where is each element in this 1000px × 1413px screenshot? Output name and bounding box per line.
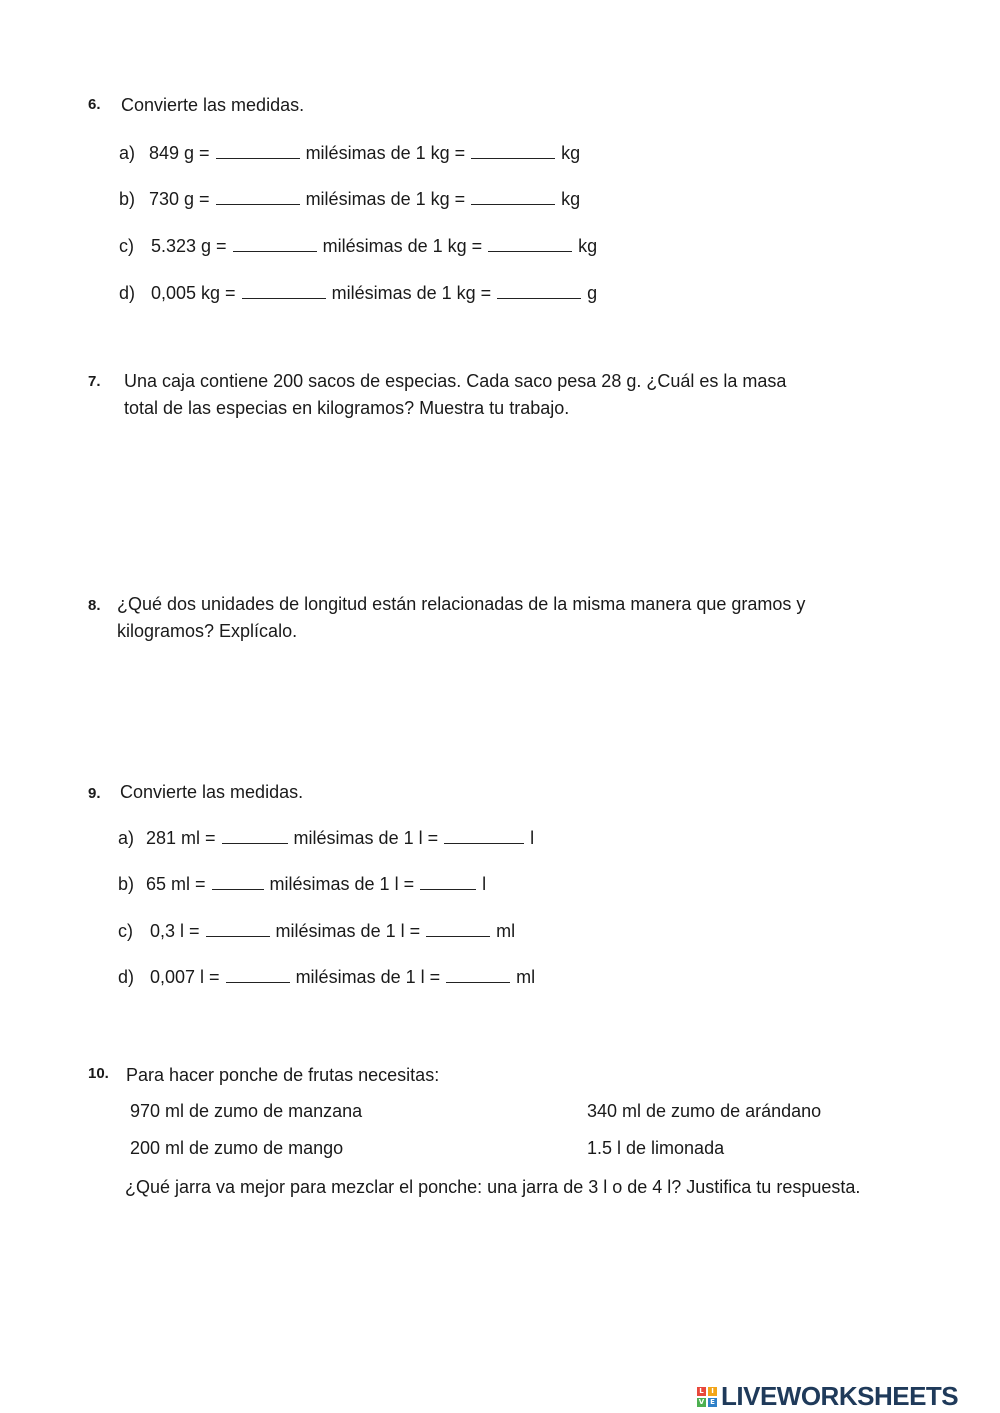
q9-b-thousandths-blank[interactable]: [212, 873, 264, 890]
q9-c-thousandths-blank[interactable]: [206, 920, 270, 937]
q9-item-d-unit: ml: [516, 967, 536, 987]
q10-title: Para hacer ponche de frutas necesitas:: [126, 1065, 440, 1085]
q9-item-d-middle: milésimas de 1 l =: [295, 967, 441, 987]
q9-a-l-blank[interactable]: [444, 827, 524, 844]
q9-item-b-unit: l: [482, 874, 487, 894]
logo-text: LIVEWORKSHEETS: [721, 1381, 959, 1411]
q6-d-g-blank[interactable]: [497, 282, 581, 299]
q9-title: Convierte las medidas.: [120, 782, 304, 802]
q6-item-c-middle: milésimas de 1 kg =: [322, 236, 483, 256]
q6-item-b: [119, 188, 580, 210]
q6-item-a-unit: kg: [561, 143, 581, 163]
q9-item-c-unit: ml: [496, 921, 516, 941]
q9-item-b: [118, 873, 486, 895]
q9-item-a-unit: l: [530, 828, 535, 848]
q8-answer-area[interactable]: [117, 655, 817, 765]
q6-item-a: [119, 142, 580, 164]
q9-item-d-value: 0,007 l =: [150, 967, 220, 987]
q9-item-a-value: 281 ml =: [146, 828, 216, 848]
q6-item-d-unit: g: [587, 283, 598, 303]
q9-a-thousandths-blank[interactable]: [222, 827, 288, 844]
q9-item-a-middle: milésimas de 1 l =: [293, 828, 439, 848]
q9-b-l-blank[interactable]: [420, 873, 476, 890]
q9-item-d: [118, 966, 535, 988]
q6-title: Convierte las medidas.: [121, 95, 305, 115]
liveworksheets-logo: [697, 1381, 958, 1412]
q6-item-b-label: b): [119, 189, 136, 209]
q7-text: Una caja contiene 200 sacos de especias. Cada saco pesa 28 g. ¿Cuál es la masa total de las especias en kilogramos? Muestra tu trabajo.: [124, 371, 787, 418]
ingredient-mango-juice: 200 ml de zumo de mango: [130, 1138, 344, 1158]
q6-item-d-label: d): [119, 283, 136, 303]
q6-item-d-middle: milésimas de 1 kg =: [331, 283, 492, 303]
q6-item-a-value: 849 g =: [149, 143, 210, 163]
q9-c-ml-blank[interactable]: [426, 920, 490, 937]
q7-answer-area[interactable]: [124, 430, 814, 570]
q8-number: 8.: [88, 597, 101, 614]
logo-letter-v: V: [698, 1398, 705, 1406]
q9-item-c-middle: milésimas de 1 l =: [275, 921, 421, 941]
q6-b-thousandths-blank[interactable]: [216, 188, 300, 205]
q9-item-b-middle: milésimas de 1 l =: [269, 874, 415, 894]
ingredient-cranberry-juice: 340 ml de zumo de arándano: [587, 1101, 822, 1121]
logo-letter-e: E: [708, 1398, 717, 1407]
q6-item-b-unit: kg: [561, 189, 581, 209]
q6-item-c-value: 5.323 g =: [151, 236, 227, 256]
q9-number: 9.: [88, 785, 101, 802]
q9-item-b-value: 65 ml =: [146, 874, 206, 894]
ingredient-apple-juice: 970 ml de zumo de manzana: [130, 1101, 363, 1121]
q6-item-b-value: 730 g =: [149, 189, 210, 209]
logo-letter-l: L: [697, 1387, 706, 1396]
q6-a-kg-blank[interactable]: [471, 142, 555, 159]
q6-item-a-middle: milésimas de 1 kg =: [305, 143, 466, 163]
q6-c-kg-blank[interactable]: [488, 235, 572, 252]
q9-item-b-label: b): [118, 874, 135, 894]
q9-item-c-value: 0,3 l =: [150, 921, 200, 941]
q6-item-c: [119, 235, 597, 257]
logo-letter-i: I: [708, 1387, 717, 1396]
q8-text: ¿Qué dos unidades de longitud están relacionadas de la misma manera que gramos y kilogramos? Explícalo.: [117, 594, 806, 641]
q6-d-thousandths-blank[interactable]: [242, 282, 326, 299]
q9-item-a: [118, 827, 534, 849]
q6-c-thousandths-blank[interactable]: [233, 235, 317, 252]
q9-item-c-label: c): [118, 921, 133, 941]
q9-item-a-label: a): [118, 828, 135, 848]
q6-item-a-label: a): [119, 143, 136, 163]
logo-mark-icon: [697, 1387, 717, 1407]
q7-number: 7.: [88, 373, 101, 390]
q6-item-b-middle: milésimas de 1 kg =: [305, 189, 466, 209]
ingredient-lemonade: 1.5 l de limonada: [587, 1138, 725, 1158]
q9-d-ml-blank[interactable]: [446, 966, 510, 983]
q6-a-thousandths-blank[interactable]: [216, 142, 300, 159]
q6-number: 6.: [88, 96, 101, 113]
q6-b-kg-blank[interactable]: [471, 188, 555, 205]
q9-item-d-label: d): [118, 967, 135, 987]
q10-number: 10.: [88, 1065, 109, 1082]
q6-item-d-value: 0,005 kg =: [151, 283, 236, 303]
q10-answer-area[interactable]: [125, 1235, 865, 1355]
q9-d-thousandths-blank[interactable]: [226, 966, 290, 983]
q6-item-c-label: c): [119, 236, 134, 256]
q10-question: ¿Qué jarra va mejor para mezclar el ponche: una jarra de 3 l o de 4 l? Justifica tu respuesta.: [125, 1177, 861, 1197]
q6-item-c-unit: kg: [578, 236, 598, 256]
q6-item-d: [119, 282, 597, 304]
q9-item-c: [118, 920, 515, 942]
